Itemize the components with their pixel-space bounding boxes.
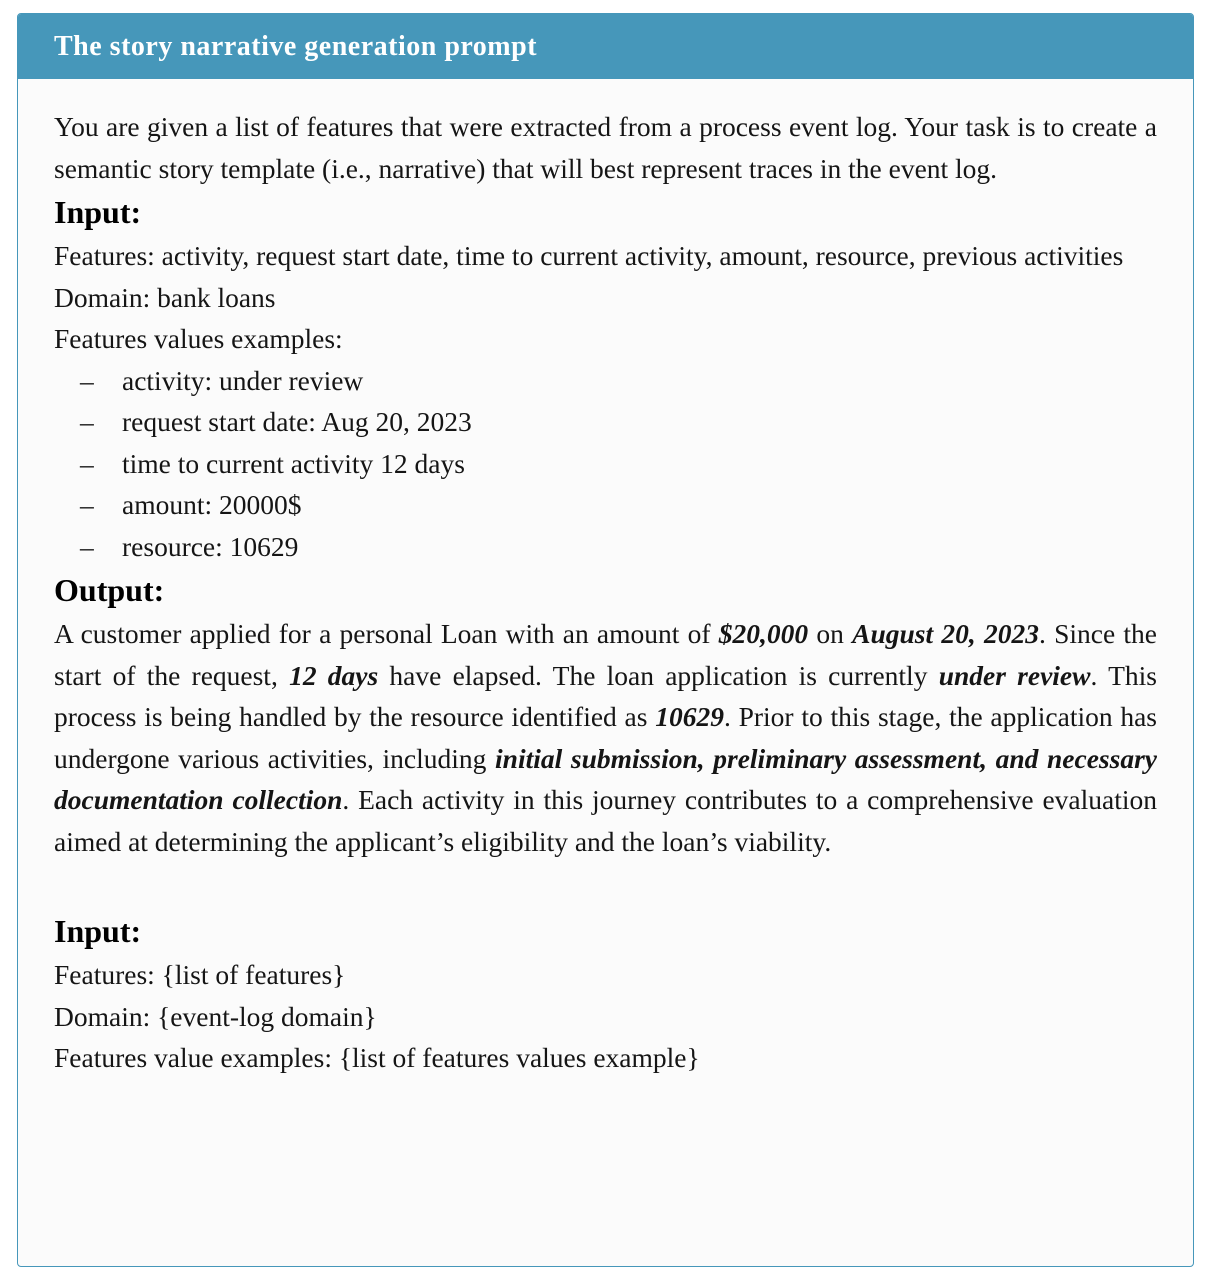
dash-bullet: – — [80, 489, 94, 520]
intro-paragraph: You are given a list of features that were extracted from a process event log. Your task is to create a semantic story template (i.e., narrative) that will best represent traces in the event log. — [54, 111, 1157, 184]
features-line: Features: activity, request start date, time to current activity, amount, resource, previous activities — [54, 240, 1124, 271]
list-item-text: time to current activity 12 days — [122, 447, 465, 479]
dash-bullet: – — [80, 530, 94, 562]
dash-bullet: – — [80, 406, 94, 437]
list-item — [54, 360, 1157, 402]
dash-bullet: – — [80, 364, 94, 396]
list-item-text: request start date: Aug 20, 2023 — [122, 406, 472, 437]
prompt-box-title: The story narrative generation prompt — [18, 14, 1193, 79]
list-item — [54, 443, 1157, 485]
dash-bullet: – — [80, 447, 94, 479]
output-heading: Output: — [54, 572, 165, 608]
template-features-line: Features: {list of features} — [54, 959, 346, 990]
list-item — [54, 484, 1157, 526]
list-item — [54, 526, 1157, 568]
prompt-box-body — [18, 79, 1193, 1099]
feature-values-examples-label: Features values examples: — [54, 323, 343, 354]
feature-values-list — [54, 360, 1157, 568]
prompt-box — [17, 13, 1194, 1267]
list-item-text: amount: 20000$ — [122, 489, 302, 520]
input-example-heading: Input: — [54, 194, 142, 230]
template-examples-line: Features value examples: {list of features values example} — [54, 1042, 700, 1073]
output-paragraph: A customer applied for a personal Loan with an amount of $20,000 on August 20, 2023. Since the start of the request, 12 days have elapsed. The loan application is currently under review. This process is being handled by the resource identified as 10629. Prior to this stage, the application has undergone various activities, including initial submission, preliminary assessment, and necessary documentation collection. Each activity in this journey contributes to a comprehensive evaluation aimed at determining the applicant’s eligibility and the loan’s viability. — [54, 618, 1158, 857]
template-domain-line: Domain: {event-log domain} — [54, 1000, 377, 1032]
input-template-heading: Input: — [54, 913, 142, 949]
list-item-text: resource: 10629 — [122, 530, 299, 562]
domain-line: Domain: bank loans — [54, 281, 276, 313]
list-item-text: activity: under review — [122, 364, 364, 396]
list-item — [54, 401, 1157, 443]
